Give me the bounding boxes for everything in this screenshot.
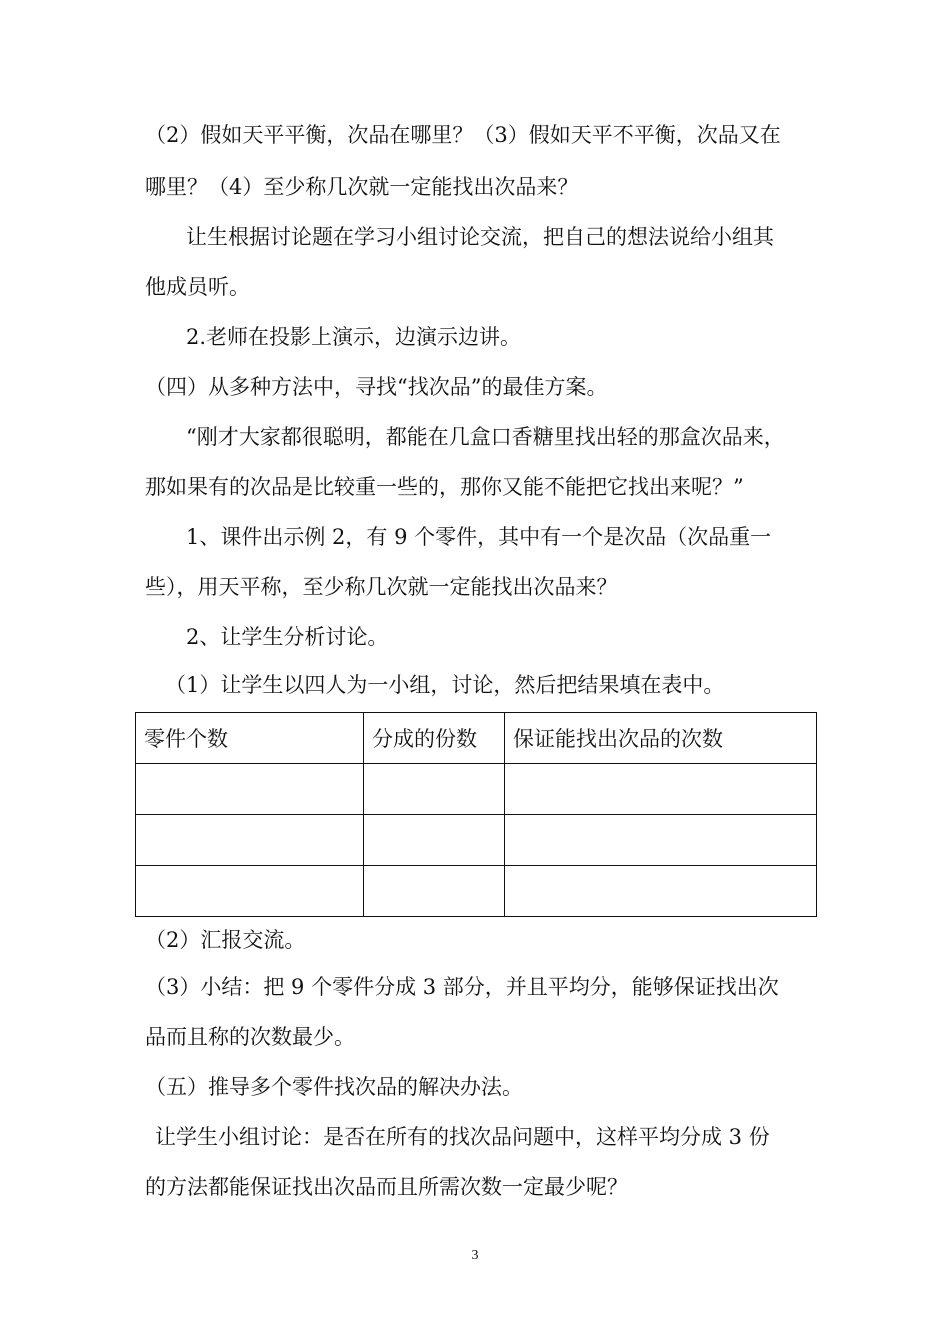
table-cell <box>364 764 505 815</box>
table-row <box>136 764 817 815</box>
table-cell <box>364 815 505 866</box>
paragraph-line: 1、课件出示例 2，有 9 个零件，其中有一个是次品（次品重一 <box>186 525 772 549</box>
table-header-cell: 零件个数 <box>136 713 364 764</box>
paragraph-line: “刚才大家都很聪明，都能在几盒口香糖里找出轻的那盒次品来， <box>186 425 785 449</box>
table-cell <box>505 866 817 917</box>
paragraph-line: （3）小结：把 9 个零件分成 3 部分，并且平均分，能够保证找出次 <box>145 975 779 999</box>
paragraph-line: 的方法都能保证找出次品而且所需次数一定最少呢？ <box>145 1175 628 1199</box>
section-heading: （五）推导多个零件找次品的解决办法。 <box>145 1075 523 1099</box>
paragraph-line: 他成员听。 <box>145 275 250 299</box>
paragraph-line: 让生根据讨论题在学习小组讨论交流，把自己的想法说给小组其 <box>186 225 774 249</box>
section-heading: （四）从多种方法中，寻找“找次品”的最佳方案。 <box>145 375 608 399</box>
table-header-cell: 保证能找出次品的次数 <box>505 713 817 764</box>
paragraph-line: 品而且称的次数最少。 <box>145 1025 355 1049</box>
paragraph-line: 哪里？（4）至少称几次就一定能找出次品来？ <box>145 175 579 199</box>
paragraph-line: 让学生小组讨论：是否在所有的找次品问题中，这样平均分成 3 份 <box>155 1125 770 1149</box>
table-row <box>136 866 817 917</box>
paragraph-line: 2、让学生分析讨论。 <box>186 625 389 649</box>
paragraph-line: 些），用天平称，至少称几次就一定能找出次品来？ <box>145 575 618 599</box>
page-number: 3 <box>471 1248 479 1263</box>
results-table <box>135 712 817 917</box>
table-cell <box>136 764 364 815</box>
table-cell <box>505 764 817 815</box>
table-row <box>136 815 817 866</box>
table-cell <box>136 815 364 866</box>
paragraph-line: 那如果有的次品是比较重一些的，那你又能不能把它找出来呢？” <box>145 475 744 499</box>
table-cell <box>364 866 505 917</box>
paragraph-line: 2.老师在投影上演示，边演示边讲。 <box>186 325 522 349</box>
paragraph-line: （2）假如天平平衡，次品在哪里？（3）假如天平不平衡，次品又在 <box>145 123 781 147</box>
table-cell <box>505 815 817 866</box>
paragraph-line: （2）汇报交流。 <box>145 928 306 952</box>
paragraph-line: （1）让学生以四人为一小组，讨论，然后把结果填在表中。 <box>165 673 725 697</box>
table-header-row <box>136 713 817 764</box>
table-header-cell: 分成的份数 <box>364 713 505 764</box>
table-cell <box>136 866 364 917</box>
